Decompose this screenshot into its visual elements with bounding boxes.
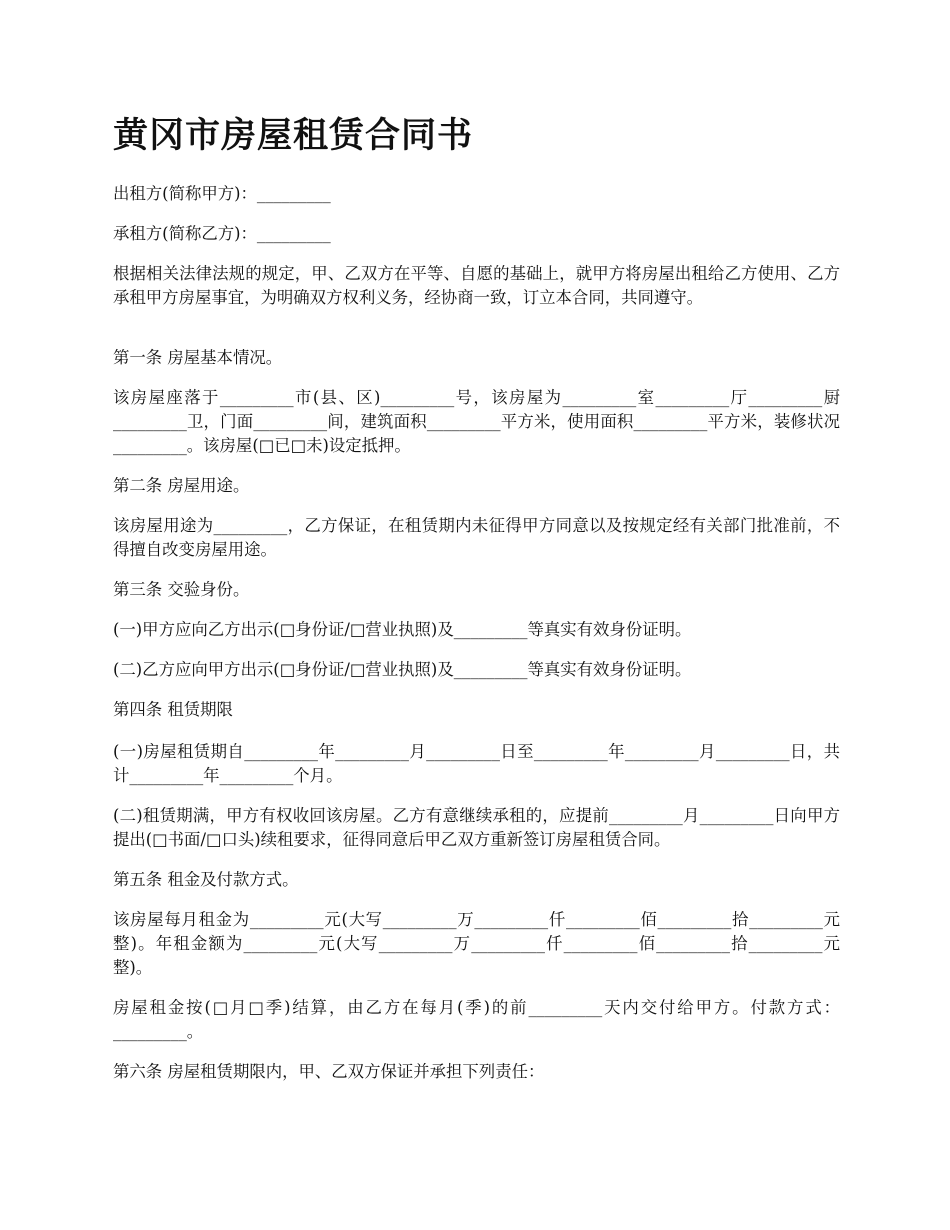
preamble-paragraph: 根据相关法律法规的规定，甲、乙双方在平等、自愿的基础上，就甲方将房屋出租给乙方使用、乙方承租甲方房屋事宜，为明确双方权利义务，经协商一致，订立本合同，共同遵守。 xyxy=(113,264,840,307)
lessor-line: 出租方(简称甲方)：_________ xyxy=(113,184,331,203)
article-3-item-1: (一)甲方应向乙方出示(□身份证/□营业执照)及_________等真实有效身份证明。 xyxy=(113,620,692,639)
article-3-heading: 第三条 交验身份。 xyxy=(113,580,250,599)
article-5-heading: 第五条 租金及付款方式。 xyxy=(113,870,299,889)
article-1-body: 该房屋座落于_________市(县、区)_________号，该房屋为_________室_________厅_________厨_________卫，门面_________间，建筑面积_________平方米，使用面积_________平方米，装修状况_________。该房屋(□已□未)设定抵押。 xyxy=(113,388,840,455)
article-2-heading: 第二条 房屋用途。 xyxy=(113,476,250,495)
article-6-heading: 第六条 房屋租赁期限内，甲、乙双方保证并承担下列责任： xyxy=(113,1062,545,1081)
article-2-body: 该房屋用途为_________，乙方保证，在租赁期内未征得甲方同意以及按规定经有关部门批准前，不得擅自改变房屋用途。 xyxy=(113,516,840,559)
article-3-item-2: (二)乙方应向甲方出示(□身份证/□营业执照)及_________等真实有效身份证明。 xyxy=(113,660,692,679)
lessee-line: 承租方(简称乙方)：_________ xyxy=(113,224,331,243)
article-4-heading: 第四条 租赁期限 xyxy=(113,700,233,719)
article-4-item-2: (二)租赁期满，甲方有权收回该房屋。乙方有意继续承租的，应提前_________月_________日向甲方提出(□书面/□口头)续租要求，征得同意后甲乙双方重新签订房屋租赁合同。 xyxy=(113,806,840,849)
article-5-rent: 该房屋每月租金为_________元(大写_________万_________仟_________佰_________拾_________元整)。年租金额为_________元(大写_________万_________仟_________佰_________拾_________元整)。 xyxy=(113,910,840,977)
article-5-payment: 房屋租金按(□月□季)结算，由乙方在每月(季)的前_________天内交付给甲方。付款方式：_________。 xyxy=(113,998,840,1041)
article-1-heading: 第一条 房屋基本情况。 xyxy=(113,348,283,367)
article-4-item-1: (一)房屋租赁期自_________年_________月_________日至_________年_________月_________日，共计_________年_________个月。 xyxy=(113,742,840,785)
document-title: 黄冈市房屋租赁合同书 xyxy=(113,116,474,156)
